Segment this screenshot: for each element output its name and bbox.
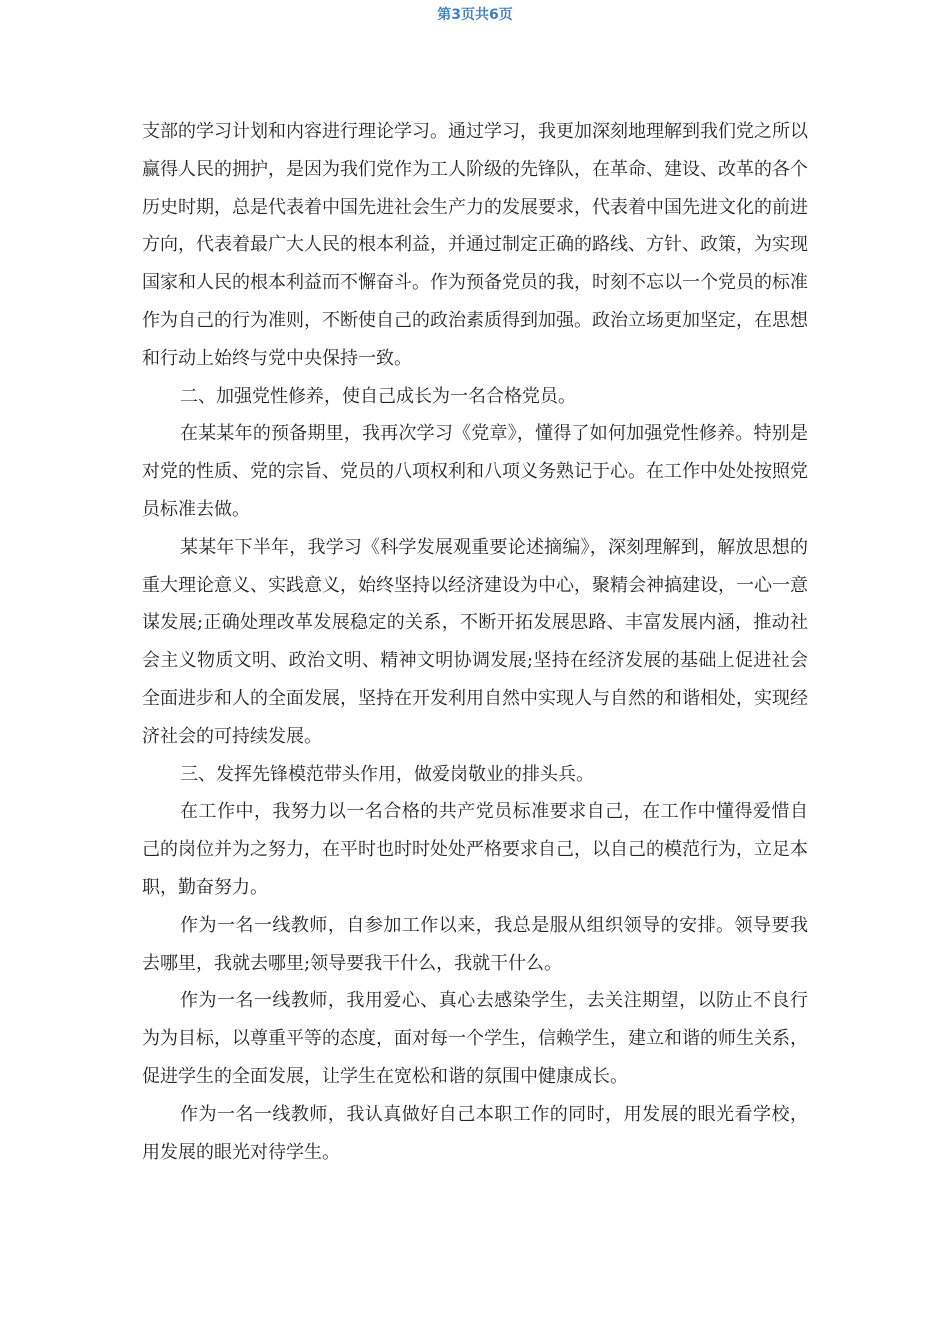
section-heading: 三、发挥先锋模范带头作用，做爱岗敬业的排头兵。 xyxy=(180,763,594,785)
paragraph: 作为一名一线教师，自参加工作以来，我总是服从组织领导的安排。领导要我去哪里，我就去哪里;领导要我干什么，我就干什么。 xyxy=(142,914,808,974)
paragraph: 支部的学习计划和内容进行理论学习。通过学习，我更加深刻地理解到我们党之所以赢得人民的拥护，是因为我们党作为工人阶级的先锋队，在革命、建设、改革的各个历史时期，总是代表着中国先进社会生产力的发展要求，代表着中国先进文化的前进方向，代表着最广大人民的根本利益，并通过制定正确的路线、方针、政策，为实现国家和人民的根本利益而不懈奋斗。作为预备党员的我，时刻不忘以一个党员的标准作为自己的行为准则，不断使自己的政治素质得到加强。政治立场更加坚定，在思想和行动上始终与党中央保持一致。 xyxy=(142,121,808,369)
paragraph: 在某某年的预备期里，我再次学习《党章》，懂得了如何加强党性修养。特别是对党的性质、党的宗旨、党员的八项权利和八项义务熟记于心。在工作中处处按照党员标准去做。 xyxy=(142,423,808,520)
paragraph: 作为一名一线教师，我用爱心、真心去感染学生，去关注期望，以防止不良行为为目标，以尊重平等的态度，面对每一个学生，信赖学生，建立和谐的师生关系，促进学生的全面发展，让学生在宽松和谐的氛围中健康成长。 xyxy=(142,990,808,1087)
document-body xyxy=(142,113,808,1171)
paragraph: 某某年下半年，我学习《科学发展观重要论述摘编》，深刻理解到，解放思想的重大理论意义、实践意义，始终坚持以经济建设为中心，聚精会神搞建设，一心一意谋发展;正确处理改革发展稳定的关系，不断开拓发展思路、丰富发展内涵，推动社会主义物质文明、政治文明、精神文明协调发展;坚持在经济发展的基础上促进社会全面进步和人的全面发展，坚持在开发利用自然中实现人与自然的和谐相处，实现经济社会的可持续发展。 xyxy=(142,536,808,747)
paragraph: 作为一名一线教师，我认真做好自己本职工作的同时，用发展的眼光看学校，用发展的眼光对待学生。 xyxy=(142,1103,808,1163)
section-heading: 二、加强党性修养，使自己成长为一名合格党员。 xyxy=(180,385,576,407)
page-indicator: 第3页共6页 xyxy=(437,7,513,23)
paragraph: 在工作中，我努力以一名合格的共产党员标准要求自己，在工作中懂得爱惜自己的岗位并为之努力，在平时也时时处处严格要求自己，以自己的模范行为，立足本职，勤奋努力。 xyxy=(142,801,808,898)
